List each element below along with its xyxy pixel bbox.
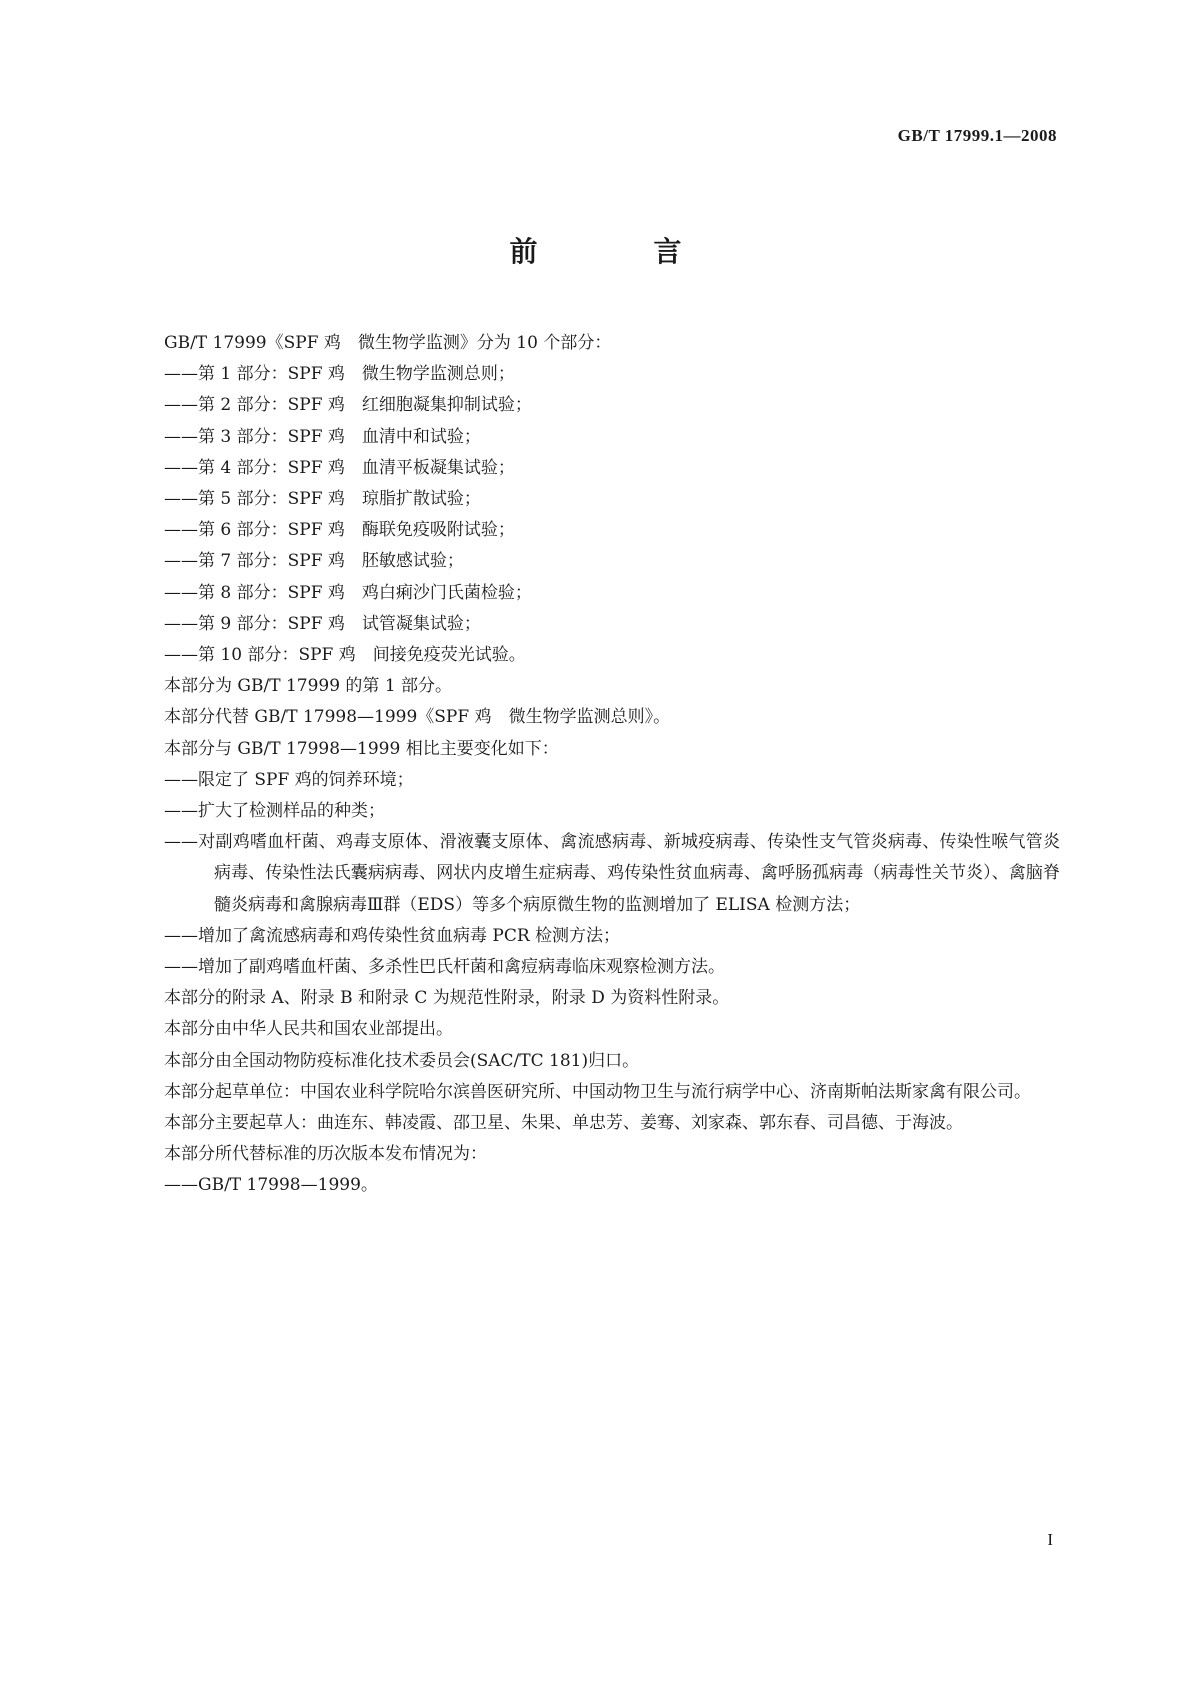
managed-by: 本部分由全国动物防疫标准化技术委员会(SAC/TC 181)归口。 [164,1050,640,1071]
standard-code: GB/T 17999.1—2008 [897,126,1057,145]
page-number: I [1047,1530,1053,1549]
changes-intro: 本部分与 GB/T 17998—1999 相比主要变化如下： [164,738,559,759]
list-item-part-7: ——第 7 部分：SPF 鸡 胚敏感试验； [164,551,464,572]
part-statement: 本部分为 GB/T 17999 的第 1 部分。 [164,676,453,697]
intro-paragraph: GB/T 17999《SPF 鸡 微生物学监测》分为 10 个部分： [164,333,612,353]
list-item-part-4: ——第 4 部分：SPF 鸡 血清平板凝集试验； [164,457,515,478]
change-item: ——增加了副鸡嗜血杆菌、多杀性巴氏杆菌和禽痘病毒临床观察检测方法。 [164,957,725,978]
preface-body [130,328,1060,1202]
change-item: ——对副鸡嗜血杆菌、鸡毒支原体、滑液囊支原体、禽流感病毒、新城疫病毒、传染性支气管炎病毒、传染性喉气管炎病毒、传染性法氏囊病病毒、网状内皮增生症病毒、鸡传染性贫血病毒、禽呼肠孤病毒（病毒性关节炎）、禽脑脊髓炎病毒和禽腺病毒Ⅲ群（EDS）等多个病原微生物的监测增加了 ELISA 检测方法； [164,832,1060,915]
list-item-part-6: ——第 6 部分：SPF 鸡 酶联免疫吸附试验； [164,520,515,541]
list-item-part-10: ——第 10 部分：SPF 鸡 间接免疫荧光试验。 [164,645,526,666]
list-item-part-3: ——第 3 部分：SPF 鸡 血清中和试验； [164,426,481,447]
list-item-part-8: ——第 8 部分：SPF 鸡 鸡白痢沙门氏菌检验； [164,582,532,603]
drafting-units: 本部分起草单位：中国农业科学院哈尔滨兽医研究所、中国动物卫生与流行病学中心、济南斯帕法斯家禽有限公司。 [164,1081,1031,1102]
list-item-part-5: ——第 5 部分：SPF 鸡 琼脂扩散试验； [164,489,481,510]
change-item: ——扩大了检测样品的种类； [164,801,385,822]
proposed-by: 本部分由中华人民共和国农业部提出。 [164,1019,453,1040]
page-title: 前 言 [509,235,726,268]
appendix-note: 本部分的附录 A、附录 B 和附录 C 为规范性附录，附录 D 为资料性附录。 [164,988,730,1009]
list-item-part-1: ——第 1 部分：SPF 鸡 微生物学监测总则； [164,364,515,385]
history-item: ——GB/T 17998—1999。 [164,1175,378,1196]
change-item: ——限定了 SPF 鸡的饲养环境； [164,769,414,790]
drafters: 本部分主要起草人：曲连东、韩凌霞、邵卫星、朱果、单忠芳、姜骞、刘家森、郭东春、司昌德、于海波。 [164,1113,963,1134]
list-item-part-2: ——第 2 部分：SPF 鸡 红细胞凝集抑制试验； [164,395,532,416]
replaces-statement: 本部分代替 GB/T 17998—1999《SPF 鸡 微生物学监测总则》。 [164,707,671,728]
history-intro: 本部分所代替标准的历次版本发布情况为： [164,1144,487,1165]
change-item: ——增加了禽流感病毒和鸡传染性贫血病毒 PCR 检测方法； [164,925,621,946]
list-item-part-9: ——第 9 部分：SPF 鸡 试管凝集试验； [164,613,481,634]
